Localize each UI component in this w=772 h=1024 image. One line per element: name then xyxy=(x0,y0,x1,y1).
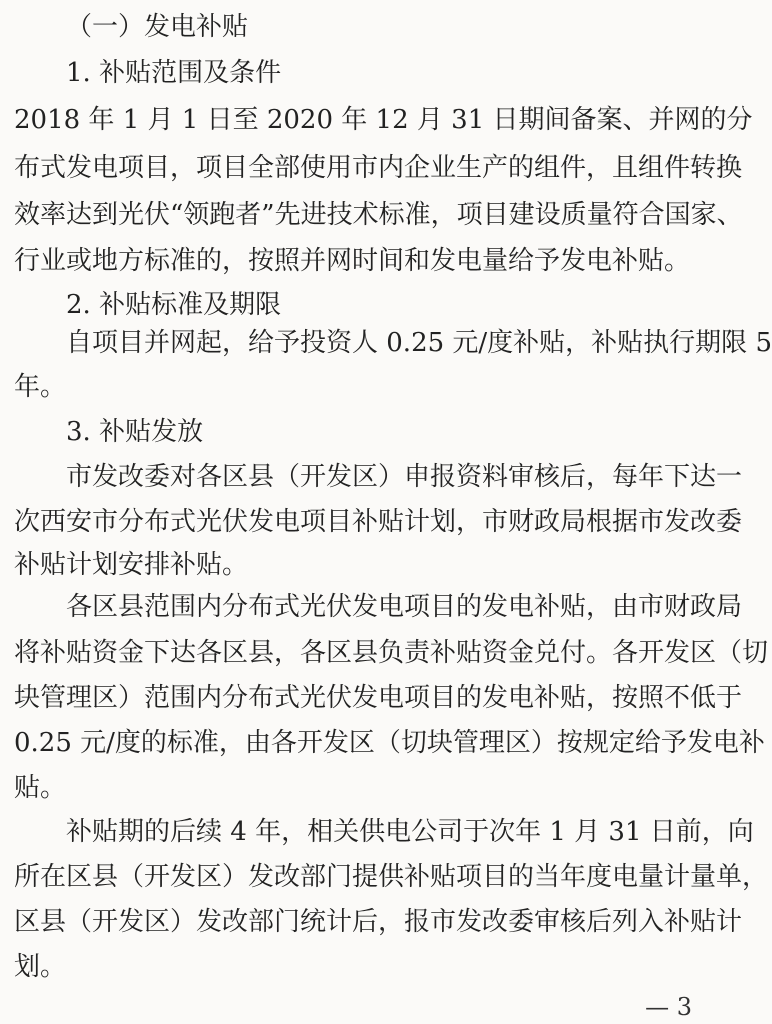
text-line: 次西安市分布式光伏发电项目补贴计划，市财政局根据市发改委 xyxy=(14,507,743,537)
text-line: 效率达到光伏“领跑者”先进技术标准，项目建设质量符合国家、 xyxy=(14,200,743,230)
text-line: 补贴期的后续 4 年，相关供电公司于次年 1 月 31 日前，向 xyxy=(66,817,754,847)
text-line: 布式发电项目，项目全部使用市内企业生产的组件，且组件转换 xyxy=(14,153,743,183)
section-heading: （一）发电补贴 xyxy=(66,12,249,42)
text-line: 补贴计划安排补贴。 xyxy=(14,550,249,580)
page-number: — 3 xyxy=(645,993,692,1021)
text-line: 块管理区）范围内分布式光伏发电项目的发电补贴，按照不低于 xyxy=(14,683,743,713)
subsection-title-1: 1. 补贴范围及条件 xyxy=(66,58,282,88)
text-line: 各区县范围内分布式光伏发电项目的发电补贴，由市财政局 xyxy=(66,592,743,622)
text-line: 划。 xyxy=(14,952,67,982)
text-line: 贴。 xyxy=(14,773,67,803)
text-line: 2018 年 1 月 1 日至 2020 年 12 月 31 日期间备案、并网的分 xyxy=(14,105,753,135)
text-line: 所在区县（开发区）发改部门提供补贴项目的当年度电量计量单， xyxy=(14,862,769,892)
text-line: 市发改委对各区县（开发区）申报资料审核后，每年下达一 xyxy=(66,462,743,492)
subsection-title-3: 3. 补贴发放 xyxy=(66,417,204,447)
text-line: 区县（开发区）发改部门统计后，报市发改委审核后列入补贴计 xyxy=(14,907,743,937)
text-line: 年。 xyxy=(14,372,67,402)
subsection-title-2: 2. 补贴标准及期限 xyxy=(66,290,282,320)
text-line: 0.25 元/度的标准，由各开发区（切块管理区）按规定给予发电补 xyxy=(14,728,765,758)
text-line: 行业或地方标准的，按照并网时间和发电量给予发电补贴。 xyxy=(14,246,691,276)
text-line: 自项目并网起，给予投资人 0.25 元/度补贴，补贴执行期限 5 xyxy=(66,328,772,358)
text-line: 将补贴资金下达各区县，各区县负责补贴资金兑付。各开发区（切 xyxy=(14,638,769,668)
